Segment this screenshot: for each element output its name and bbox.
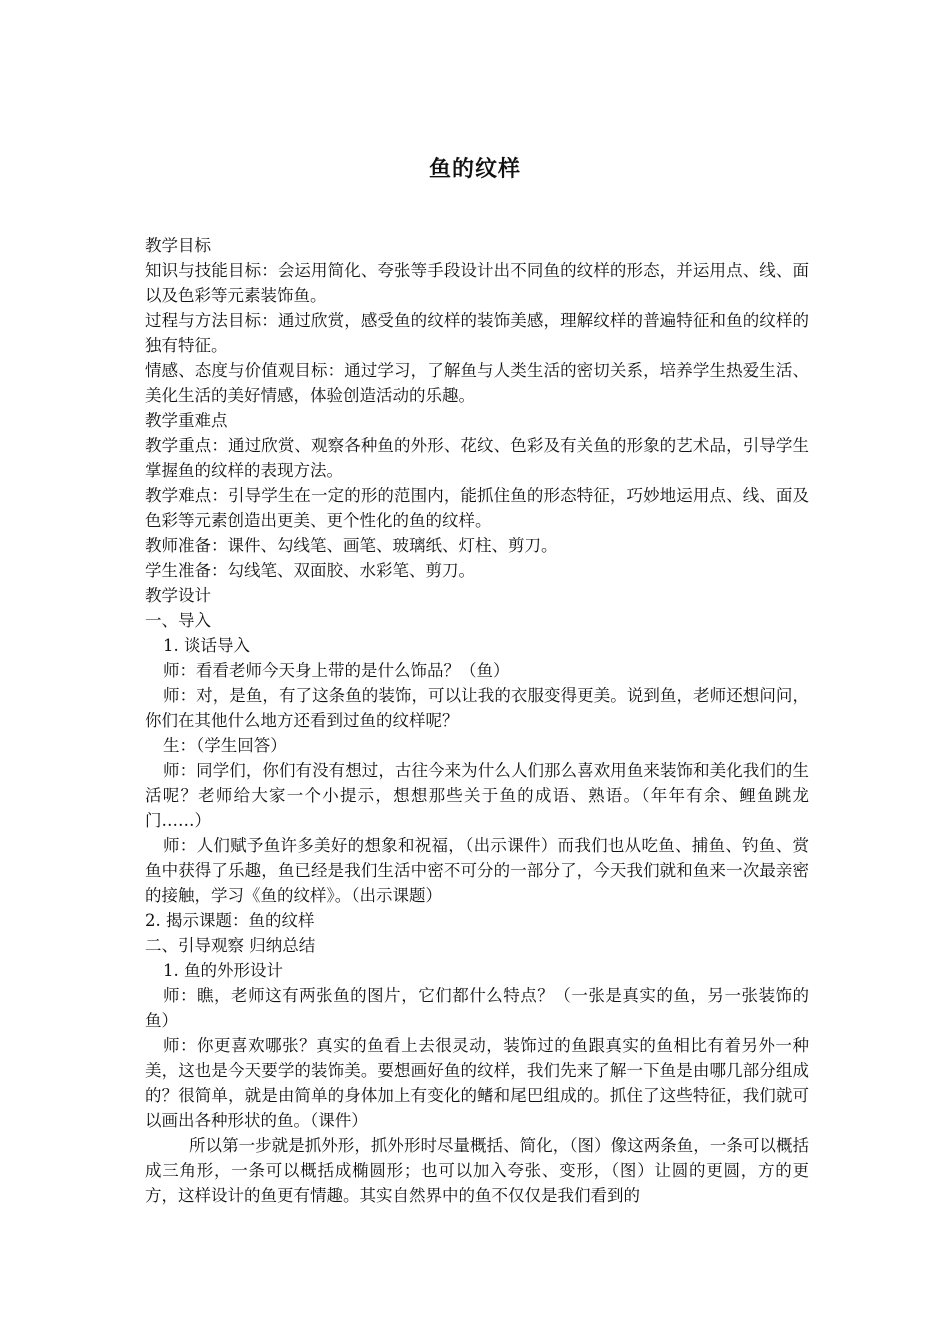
- paragraph-key-point: 教学重点：通过欣赏、观察各种鱼的外形、花纹、色彩及有关鱼的形象的艺术品，引导学生掌握鱼的纹样的表现方法。: [145, 436, 809, 480]
- subheading-reveal-topic: 2. 揭示课题：鱼的纹样: [145, 911, 315, 930]
- heading-teaching-goals: 教学目标: [145, 236, 211, 255]
- paragraph-process-goal: 过程与方法目标：通过欣赏，感受鱼的纹样的装饰美感，理解纹样的普遍特征和鱼的纹样的独有特征。: [145, 311, 809, 355]
- paragraph-teacher-prep: 教师准备：课件、勾线笔、画笔、玻璃纸、灯柱、剪刀。: [145, 536, 558, 555]
- paragraph-student-prep: 学生准备：勾线笔、双面胶、水彩笔、剪刀。: [145, 561, 475, 580]
- dialogue-line: 师：对，是鱼，有了这条鱼的装饰，可以让我的衣服变得更美。说到鱼，老师还想问问，你们在其他什么地方还看到过鱼的纹样呢？: [145, 686, 809, 730]
- document-title: 鱼的纹样: [428, 157, 521, 182]
- heading-key-difficult-points: 教学重难点: [145, 411, 228, 430]
- dialogue-line: 师：同学们，你们有没有想过，古往今来为什么人们那么喜欢用鱼来装饰和美化我们的生活呢？老师给大家一个小提示，想想那些关于鱼的成语、熟语。（年年有余、鲤鱼跳龙门……）: [145, 761, 809, 830]
- dialogue-line: 生：（学生回答）: [163, 736, 287, 755]
- paragraph-difficult-point: 教学难点：引导学生在一定的形的范围内，能抓住鱼的形态特征，巧妙地运用点、线、面及色彩等元素创造出更美、更个性化的鱼的纹样。: [145, 486, 809, 530]
- dialogue-line: 师：看看老师今天身上带的是什么饰品？（鱼）: [163, 661, 510, 680]
- heading-section-intro: 一、导入: [145, 611, 211, 630]
- subheading-fish-shape: 1. 鱼的外形设计: [163, 961, 283, 980]
- document-body: [145, 233, 809, 1208]
- dialogue-line: 师：你更喜欢哪张？真实的鱼看上去很灵动，装饰过的鱼跟真实的鱼相比有着另外一种美，这也是今天要学的装饰美。要想画好鱼的纹样，我们先来了解一下鱼是由哪几部分组成的？很简单，就是由简单的身体加上有变化的鳍和尾巴组成的。抓住了这些特征，我们就可以画出各种形状的鱼。（课件）: [145, 1036, 809, 1130]
- paragraph-shape-steps: 所以第一步就是抓外形，抓外形时尽量概括、简化，（图）像这两条鱼，一条可以概括成三角形，一条可以概括成椭圆形；也可以加入夸张、变形，（图）让圆的更圆，方的更方，这样设计的鱼更有情趣。其实自然界中的鱼不仅仅是我们看到的: [145, 1136, 809, 1205]
- paragraph-emotion-goal: 情感、态度与价值观目标：通过学习，了解鱼与人类生活的密切关系，培养学生热爱生活、美化生活的美好情感，体验创造活动的乐趣。: [145, 361, 809, 405]
- dialogue-line: 师：人们赋予鱼许多美好的想象和祝福，（出示课件）而我们也从吃鱼、捕鱼、钓鱼、赏鱼中获得了乐趣，鱼已经是我们生活中密不可分的一部分了，今天我们就和鱼来一次最亲密的接触，学习《鱼的纹样》。（出示课题）: [145, 836, 809, 905]
- subheading-talk-intro: 1. 谈话导入: [163, 636, 250, 655]
- heading-teaching-design: 教学设计: [145, 586, 211, 605]
- dialogue-line: 师：瞧，老师这有两张鱼的图片，它们都什么特点？（一张是真实的鱼，另一张装饰的鱼）: [145, 986, 809, 1030]
- heading-section-observe: 二、引导观察 归纳总结: [145, 936, 316, 955]
- paragraph-knowledge-goal: 知识与技能目标：会运用简化、夸张等手段设计出不同鱼的纹样的形态，并运用点、线、面以及色彩等元素装饰鱼。: [145, 261, 809, 305]
